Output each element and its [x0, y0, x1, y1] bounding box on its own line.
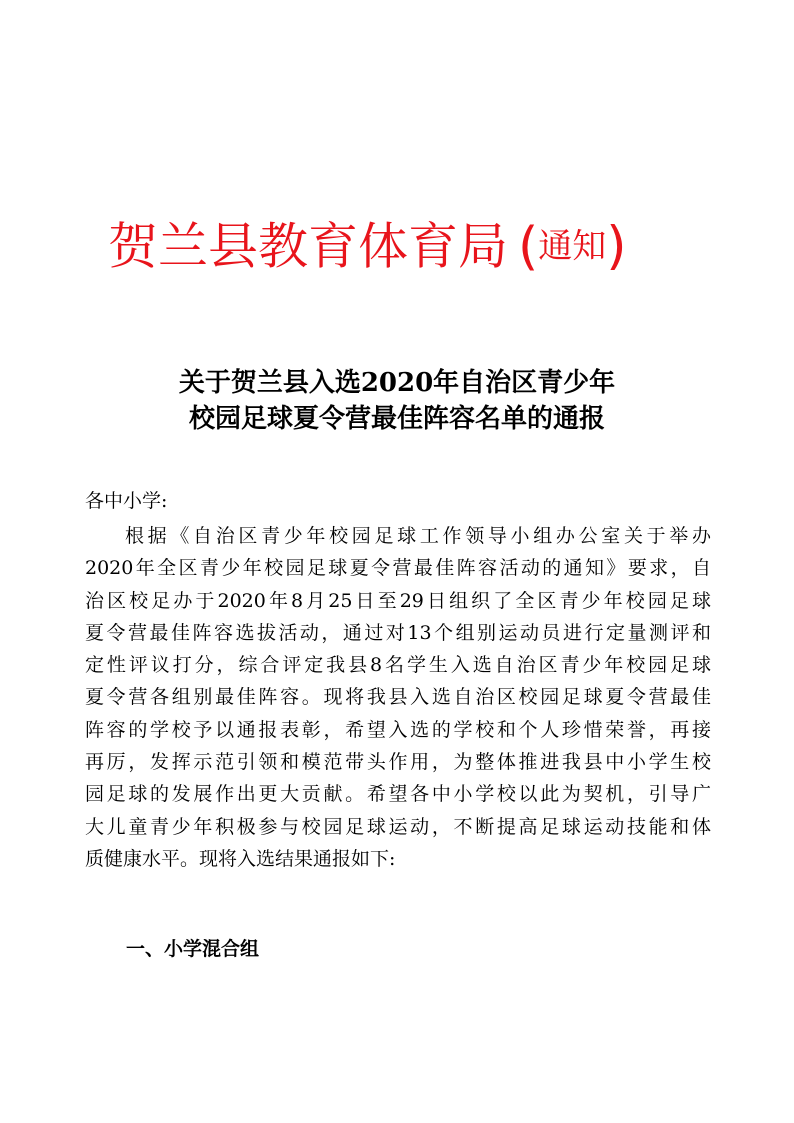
- masthead-doc-type: 通知: [538, 226, 607, 267]
- body-line: 定性评议打分，综合评定我县8名学生入选自治区青少年校园足球: [85, 654, 711, 677]
- body-line: 夏令营各组别最佳阵容。现将我县入选自治区校园足球夏令营最佳: [85, 686, 711, 709]
- body-line: 大儿童青少年积极参与校园足球运动，不断提高足球运动技能和体: [85, 815, 711, 838]
- body-line: 治区校足办于2020年8月25日至29日组织了全区青少年校园足球: [85, 589, 711, 612]
- body-line: 再厉，发挥示范引领和模范带头作用，为整体推进我县中小学生校: [85, 751, 711, 774]
- salutation: 各中小学:: [85, 490, 168, 512]
- masthead-paren-open: (: [518, 216, 539, 277]
- body-line: 园足球的发展作出更大贡献。希望各中小学校以此为契机，引导广: [85, 783, 711, 806]
- body-line: 夏令营最佳阵容选拔活动，通过对13个组别运动员进行定量测评和: [85, 621, 711, 644]
- body-line: 阵容的学校予以通报表彰，希望入选的学校和个人珍惜荣誉，再接: [85, 718, 711, 741]
- section-heading: 一、小学混合组: [126, 938, 260, 960]
- body-paragraph: [85, 520, 711, 875]
- masthead: [108, 210, 708, 282]
- masthead-paren-close: ): [606, 216, 627, 277]
- document-title-line-1: 关于贺兰县入选2020年自治区青少年: [178, 368, 616, 398]
- body-line: 质健康水平。现将入选结果通报如下:: [85, 847, 396, 870]
- document-title-line-2: 校园足球夏令营最佳阵容名单的通报: [188, 404, 605, 434]
- body-line: 2020年全区青少年校园足球夏令营最佳阵容活动的通知》要求，自: [85, 557, 711, 580]
- body-line: 根据《自治区青少年校园足球工作领导小组办公室关于举办: [125, 525, 711, 547]
- masthead-org-name: 贺兰县教育体育局: [108, 217, 508, 276]
